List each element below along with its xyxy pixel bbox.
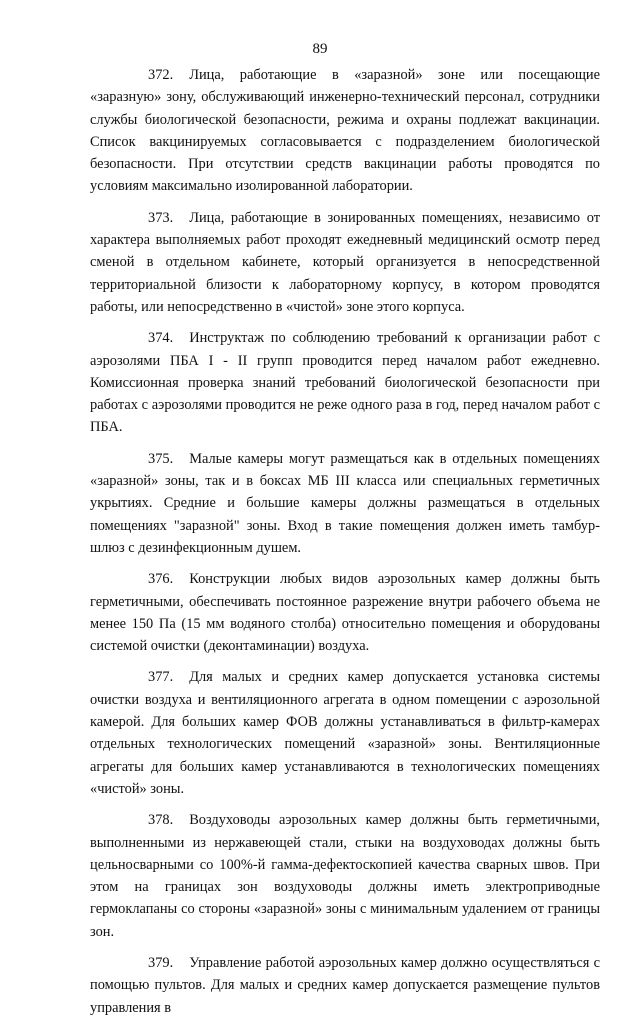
paragraph-text: Воздуховоды аэрозольных камер должны быть герметичными, выполненными из нержавеющей стали, стыки на воздуховодах должны быть цельносварными со 100%-й гамма-дефектоскопией качества сварных швов. При этом на границах зон воздуховоды должны иметь электроприводные гермоклапаны со стороны «заразной» зоны с минимальным удалением от границы зон. [90, 812, 600, 940]
paragraph-text: Конструкции любых видов аэрозольных камер должны быть герметичными, обеспечивать постоянное разрежение внутри рабочего объема не менее 150 Па (15 мм водяного столба) относительно помещения и оборудованы системой очистки (деконтаминации) воздуха. [90, 571, 600, 655]
paragraph-number: 374. [148, 330, 174, 347]
paragraph-375 [90, 448, 600, 559]
paragraph-text: Лица, работающие в зонированных помещениях, независимо от характера выполняемых работ проходят ежедневный медицинский осмотр перед сменой в отдельном кабинете, который организуется в непосредственной территориальной близости к лабораторному корпусу, в котором проводятся работы, или непосредственно в «чистой» зоне этого корпуса. [90, 209, 600, 315]
paragraph-376 [90, 568, 600, 657]
paragraph-372 [90, 64, 600, 198]
paragraph-number: 375. [148, 450, 174, 467]
paragraph-number: 377. [148, 669, 174, 686]
paragraph-number: 378. [148, 812, 174, 829]
paragraph-number: 372. [148, 67, 174, 83]
paragraph-379 [90, 952, 600, 1019]
paragraph-number: 376. [148, 571, 174, 588]
paragraph-text: Малые камеры могут размещаться как в отдельных помещениях «заразной» зоны, так и в боксах МБ III класса или специальных герметичных укрытиях. Средние и большие камеры должны размещаться в отдельных помещениях "заразной" зоны. Вход в такие помещения должен иметь тамбур-шлюз с дезинфекционным душем. [90, 450, 600, 556]
paragraph-374 [90, 327, 600, 438]
paragraph-text: Инструктаж по соблюдению требований к организации работ с аэрозолями ПБА I - II групп проводится перед началом работ ежедневно. Комиссионная проверка знаний требований биологической безопасности при работах с аэрозолями проводится не реже одного раза в год, перед началом работ с ПБА. [90, 330, 600, 436]
paragraph-number: 373. [148, 209, 174, 226]
paragraph-text: Управление работой аэрозольных камер должно осуществляться с помощью пультов. Для малых и средних камер допускается размещение пультов управления в [90, 954, 600, 1016]
paragraph-378 [90, 809, 600, 943]
paragraph-text: Для малых и средних камер допускается установка системы очистки воздуха и вентиляционного агрегата в одном помещении с аэрозольной камерой. Для больших камер ФОВ должны устанавливаться в фильтр-камерах отдельных технологических помещений «заразной» зоны. Вентиляционные агрегаты для больших камер устанавливаются в технологических помещениях «чистой» зоны. [90, 669, 600, 797]
paragraph-377 [90, 666, 600, 800]
page-number: 89 [312, 41, 328, 57]
paragraph-number: 379. [148, 954, 174, 971]
paragraph-text: Лица, работающие в «заразной» зоне или посещающие «заразную» зону, обслуживающий инженерно-технический персонал, сотрудники службы биологической безопасности, режима и охраны подлежат вакцинации. Список вакцинируемых согласовывается с подразделением биологической безопасности. При отсутствии средств вакцинации работы проводятся по условиям максимально изолированной лаборатории. [90, 67, 600, 195]
paragraph-373 [90, 207, 600, 318]
body-text [90, 64, 600, 1028]
